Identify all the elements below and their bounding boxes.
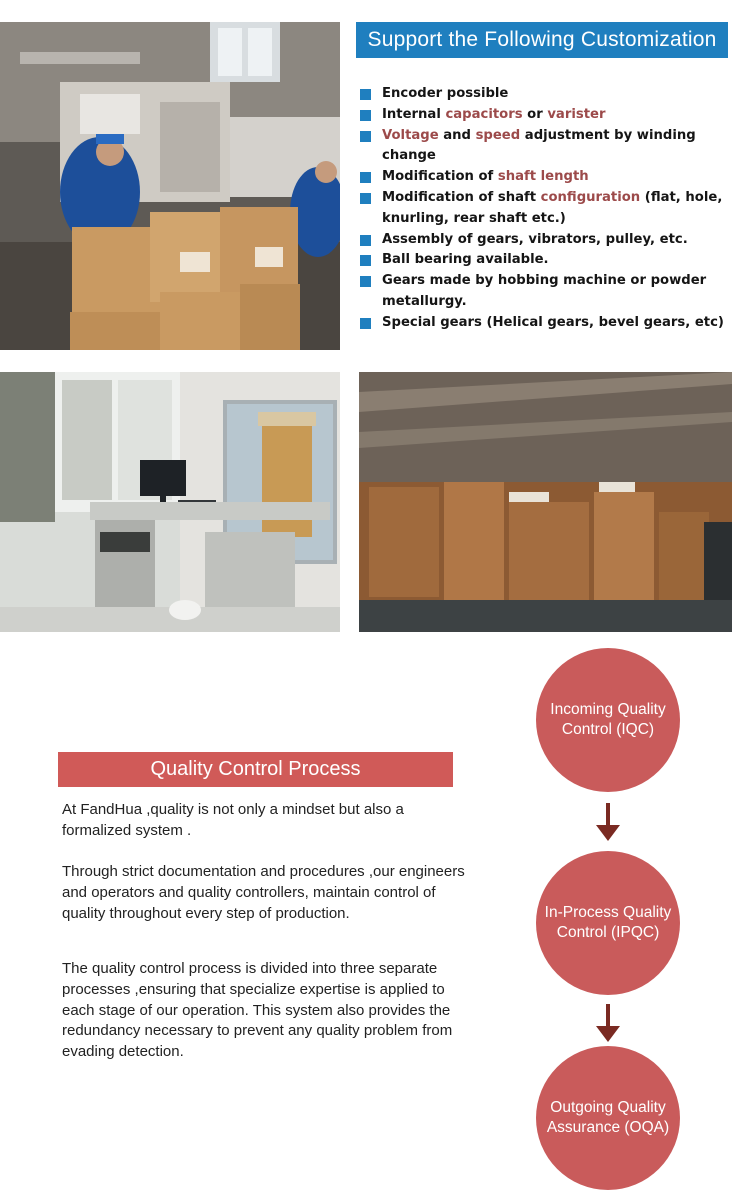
item-text: and: [438, 127, 476, 143]
arrow-down-icon: [596, 803, 620, 843]
square-bullet-icon: [360, 110, 371, 121]
square-bullet-icon: [360, 193, 371, 204]
customization-item: [360, 271, 740, 313]
iqc-step-label: Incoming Quality Control (IQC): [550, 700, 666, 738]
iqc-step-circle: [536, 648, 680, 792]
item-text: Modification of shaft: [382, 189, 541, 205]
item-text: Assembly of gears, vibrators, pulley, etc.: [382, 231, 688, 247]
item-text: (flat, hole, knurling, rear shaft etc.): [382, 189, 723, 226]
oqa-step-circle: [536, 1046, 680, 1190]
customization-item: [360, 105, 740, 126]
customization-item: [360, 126, 740, 168]
quality-control-header: Quality Control Process: [58, 752, 453, 787]
item-text: Modification of: [382, 169, 498, 185]
production-line-photo: [0, 22, 340, 350]
square-bullet-icon: [360, 235, 371, 246]
qc-documentation-paragraph: Through strict documentation and procedures ,our engineers and operators and quality controllers, maintain control of quality throughout every step of production.: [62, 863, 465, 922]
arrow-down-icon: [596, 1004, 620, 1044]
item-text: Gears made by hobbing machine or powder metallurgy.: [382, 273, 707, 309]
qc-process-paragraph: The quality control process is divided into three separate processes ,ensuring that specialize expertise is applied to each stage of our operation. This system also provides the redundancy necessary to prevent any quality problem from evading detection.: [62, 960, 453, 1061]
square-bullet-icon: [360, 318, 371, 329]
square-bullet-icon: [360, 89, 371, 100]
square-bullet-icon: [360, 276, 371, 287]
customization-item: [360, 188, 740, 230]
square-bullet-icon: [360, 255, 371, 266]
customization-item: [360, 167, 740, 188]
highlighted-term: shaft length: [497, 169, 589, 185]
testing-lab-photo: [0, 372, 340, 632]
square-bullet-icon: [360, 131, 371, 142]
customization-item: [360, 84, 740, 105]
customization-item: [360, 250, 740, 271]
warehouse-photo: [359, 372, 732, 632]
ipqc-step-label: In-Process Quality Control (IPQC): [544, 903, 672, 941]
customization-item: [360, 230, 740, 251]
customization-item: [360, 313, 740, 334]
item-text: or: [522, 106, 548, 122]
highlighted-term: configuration: [540, 189, 641, 205]
ipqc-step-circle: [536, 851, 680, 995]
highlighted-term: speed: [475, 127, 521, 143]
item-text: Internal: [382, 106, 446, 122]
item-text: adjustment by winding change: [382, 127, 696, 164]
highlighted-term: varister: [547, 106, 606, 122]
item-text: Special gears (Helical gears, bevel gears, etc): [382, 314, 724, 330]
customization-list: [360, 84, 740, 334]
oqa-step-label: Outgoing Quality Assurance (OQA): [546, 1098, 670, 1136]
highlighted-term: Voltage: [382, 127, 439, 143]
qc-intro-paragraph: At FandHua ,quality is not only a mindset but also a formalized system .: [62, 801, 404, 839]
item-text: Encoder possible: [382, 86, 509, 101]
square-bullet-icon: [360, 172, 371, 183]
item-text: Ball bearing available.: [382, 252, 549, 268]
customization-header: Support the Following Customization: [356, 22, 728, 58]
highlighted-term: capacitors: [445, 106, 523, 122]
